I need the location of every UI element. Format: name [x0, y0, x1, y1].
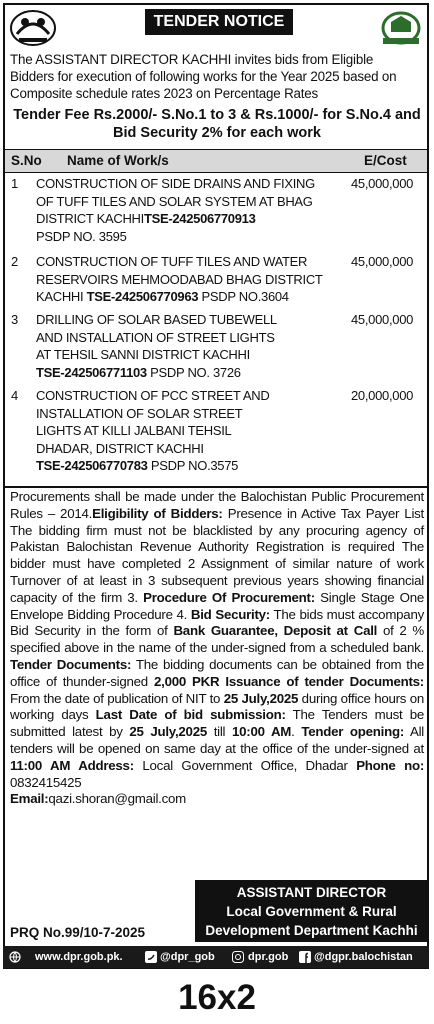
body-heading: Last Date of bid submission: [95, 707, 286, 723]
header-cost: E/Cost [364, 153, 407, 168]
body-heading: Procedure Of Procurement: [143, 589, 315, 605]
work-name-line: DRILLING OF SOLAR BASED TUBEWELL [36, 312, 277, 327]
header-sno: S.No [11, 153, 42, 168]
fee-line: Tender Fee Rs.2000/- S.No.1 to 3 & Rs.1000/- for S.No.4 and [13, 107, 421, 123]
tse-number: TSE-242506770913 [143, 211, 256, 226]
instagram-icon [232, 951, 244, 963]
psdp-number: PSDP NO.3575 [150, 458, 239, 473]
work-name [36, 311, 346, 381]
body-heading: Bid Security: [190, 606, 270, 622]
intro-line: Composite schedule rates 2023 on Percentage Rates [10, 86, 319, 101]
body-heading: Email: [10, 791, 49, 807]
body-heading: Eligibility of Bidders: [92, 505, 223, 521]
body-text: All tenders will be opened on same day at the office of the under-signed at [10, 724, 425, 756]
body-text: The bidding documents can be obtained from the office of thunder-signed [10, 656, 424, 689]
web-icon [9, 951, 33, 963]
work-name-line: CONSTRUCTION OF PCC STREET AND [36, 388, 270, 403]
signature-line: ASSISTANT DIRECTOR [236, 885, 387, 900]
work-name-line: OF TUFF TILES AND SOLAR SYSTEM AT BHAG [36, 193, 313, 209]
body-heading: Tender opening: [301, 724, 404, 740]
work-name-line: INSTALLATION OF SOLAR STREET [36, 405, 243, 421]
work-cost: 45,000,000 [351, 312, 414, 327]
header-name: Name of Work/s [67, 153, 169, 168]
work-name-line: RESERVOIRS MEHMOODABAD BHAG DISTRICT [36, 271, 323, 287]
facebook-icon [299, 951, 311, 963]
body-text: 0832415425 [10, 774, 82, 790]
works-list [5, 173, 427, 486]
body-heading: 25 July,2025 [223, 690, 299, 706]
prq-number: PRQ No.99/10-7-2025 [10, 925, 146, 940]
body-text: Procurements shall be made under the Balochistan Public Procurement Rules – 2014. [10, 489, 424, 521]
work-name [36, 175, 346, 245]
work-name-line: DHADAR, DISTRICT KACHHI [36, 440, 204, 456]
body-heading: 2,000 PKR Issuance of tender Documents: [153, 673, 424, 689]
work-cost: 45,000,000 [351, 176, 414, 191]
body-heading: 25 July,2025 [129, 724, 207, 740]
fee-line: Bid Security 2% for each work [113, 125, 321, 141]
intro-line: The ASSISTANT DIRECTOR KACHHI invites bids from Eligible [10, 52, 374, 67]
ad-size-label: 16x2 [178, 978, 256, 1017]
work-cost: 45,000,000 [351, 254, 414, 269]
body-heading: Phone no: [356, 757, 425, 773]
twitter-icon [145, 951, 157, 963]
work-name-line: AT TEHSIL SANNI DISTRICT KACHHI [36, 347, 250, 362]
facebook-handle[interactable]: @dgpr.balochistan [314, 951, 413, 963]
psdp-number: PSDP NO. 3595 [36, 228, 127, 244]
tender-fee [10, 106, 424, 142]
signature-block [195, 880, 428, 942]
body-heading: 11:00 AM Address: [10, 757, 134, 773]
work-name [36, 253, 346, 306]
work-name-line: CONSTRUCTION OF TUFF TILES AND WATER [36, 254, 308, 269]
work-number: 4 [11, 388, 18, 403]
body-text: Single Stage One Envelope Bidding Procedure 4. [10, 589, 424, 622]
body-text: . [291, 724, 295, 740]
department-logo-icon [375, 8, 427, 48]
signature-line: Development Department Kachhi [205, 923, 418, 938]
government-emblem-icon [7, 8, 59, 48]
work-number: 3 [11, 312, 18, 327]
body-text: The Tenders must be submitted latest by [10, 707, 425, 740]
intro-line: Bidders for execution of following works for the Year 2025 based on [10, 69, 397, 84]
body-heading: Bank Guarantee, Deposit at Call [173, 623, 378, 639]
work-name-line: DISTRICT KACHHI [36, 211, 144, 226]
work-name [36, 387, 346, 475]
body-text: till [207, 724, 232, 740]
work-name-line: LIGHTS AT KILLI JALBANI TEHSIL [36, 423, 232, 438]
psdp-number: PSDP NO. 3726 [150, 364, 241, 380]
tse-number: TSE-242506770963 [86, 289, 199, 304]
body-heading: 10:00 AM [231, 724, 292, 740]
notice-title: TENDER NOTICE [145, 9, 293, 35]
tse-number: TSE-242506770783 [36, 458, 148, 473]
body-text: The bids must accompany Bid Security in the form of [10, 606, 424, 639]
work-cost: 20,000,000 [351, 388, 414, 403]
terms-body [10, 489, 424, 808]
body-heading: Tender Documents: [10, 656, 132, 672]
intro-text [10, 51, 424, 102]
body-text: Presence in Active Tax Payer List The bidding firm must not be blacklisted by any procuring agency of Pakistan Balochistan Revenue Authority Registration is required The bidder must have completed 2 Assignment of similar nature of work Turnover of at least in 3 subsequent previous years showing financial capacity of the firm 3. [10, 505, 424, 605]
psdp-number: PSDP NO.3604 [201, 289, 289, 304]
contact-email[interactable]: qazi.shoran@gmail.com [48, 791, 186, 807]
website-link[interactable]: www.dpr.gob.pk. [35, 951, 123, 963]
work-name-line: KACHHI [36, 289, 84, 304]
instagram-handle[interactable]: dpr.gob [248, 951, 289, 963]
twitter-handle[interactable]: @dpr_gob [160, 951, 215, 963]
social-bar [3, 946, 429, 968]
section-divider [5, 486, 427, 488]
work-name-line: AND INSTALLATION OF STREET LIGHTS [36, 329, 275, 345]
work-number: 1 [11, 176, 18, 191]
body-text: of 2 % specified above in the name of the under-signed from a scheduled bank. [10, 623, 425, 656]
body-text: From the date of publication of NIT to [10, 690, 224, 706]
work-name-line: CONSTRUCTION OF SIDE DRAINS AND FIXING [36, 176, 315, 191]
body-text: during office hours on working days [10, 690, 424, 723]
table-header [5, 149, 427, 173]
body-text: Local Government Office, Dhadar [133, 757, 357, 773]
signature-line: Local Government & Rural [226, 904, 397, 919]
work-number: 2 [11, 254, 18, 269]
tse-number: TSE-242506771103 [36, 364, 147, 380]
